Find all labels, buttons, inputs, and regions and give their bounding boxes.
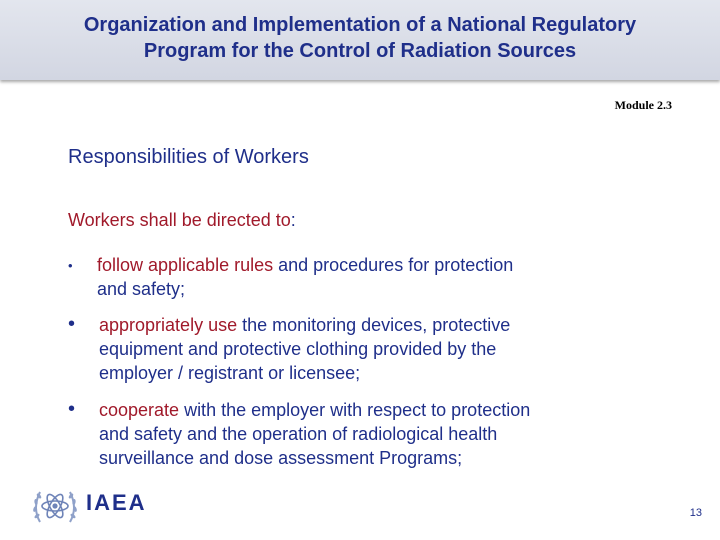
list-item-line: and safety; xyxy=(97,279,186,299)
list-item-rest: and procedures for protection xyxy=(273,255,514,275)
slide-title-line-1: Organization and Implementation of a National Regulatory xyxy=(83,14,637,36)
module-label: Module 2.3 xyxy=(614,98,672,112)
page-number: 13 xyxy=(689,507,702,519)
list-item-emphasis: appropriately use xyxy=(99,315,238,335)
list-item-text xyxy=(99,313,510,385)
intro-colon: : xyxy=(290,210,296,230)
bullet-icon: • xyxy=(68,398,76,420)
bullet-icon: • xyxy=(68,258,73,273)
list-item-line xyxy=(99,398,530,422)
slide-title xyxy=(0,12,720,64)
iaea-emblem-icon xyxy=(30,482,80,530)
list-item-line: employer / registrant or licensee; xyxy=(99,363,361,383)
list-item-text xyxy=(99,398,530,470)
list-item-emphasis: cooperate xyxy=(99,400,180,420)
list-item-line xyxy=(99,313,510,337)
intro-text-main: Workers shall be directed to xyxy=(68,210,291,230)
list-item-rest: the monitoring devices, protective xyxy=(237,315,511,335)
title-banner xyxy=(0,0,720,80)
bullet-icon: • xyxy=(68,313,76,335)
list-item-line: surveillance and dose assessment Programs; xyxy=(99,448,463,468)
intro-text xyxy=(68,210,296,231)
section-heading: Responsibilities of Workers xyxy=(68,146,309,168)
list-item-emphasis: follow applicable rules xyxy=(97,255,274,275)
list-item-line: equipment and protective clothing provided by the xyxy=(99,339,497,359)
iaea-logo-text: IAEA xyxy=(86,490,147,515)
slide-title-line-2: Program for the Control of Radiation Sources xyxy=(143,40,577,62)
list-item-line: and safety and the operation of radiological health xyxy=(99,424,498,444)
list-item-line xyxy=(97,253,513,277)
list-item-rest: with the employer with respect to protection xyxy=(179,400,531,420)
list-item-text xyxy=(97,253,513,301)
